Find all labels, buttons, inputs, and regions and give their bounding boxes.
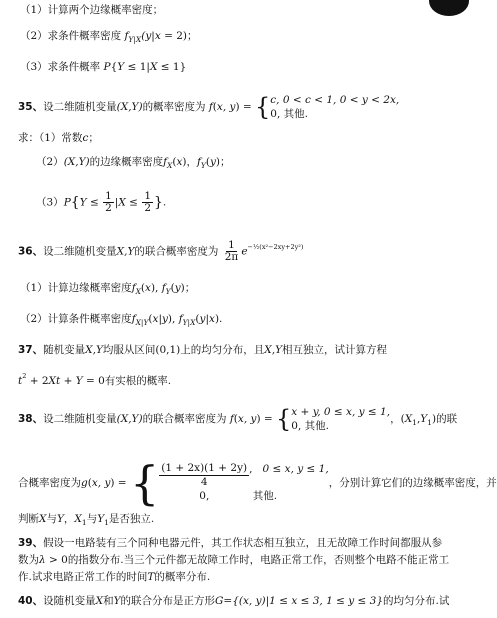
q35-part3: （3）P{Y ≤ $\frac{1}{2}$ |X ≤ $\frac{1}{2}$ }. (36, 190, 167, 214)
page-corner-mark (429, 0, 469, 16)
q35-part2: （2）(X,Y)的边缘概率密度$f_X(x)$，$f_Y(y)$； (36, 156, 231, 170)
q39-line3: 作.试求电路正常工作的时间T的概率分布. (18, 571, 211, 583)
q38-second-density: 合概率密度为g(x, y) = { $\frac{(1 + 2x)(1 + 2y)}{4}$ , 0 ≤ x, y ≤ 1, 0, 其他. ，分别计算它们的边缘概率密度，并 (18, 456, 497, 510)
q37-equation: $t^2 + 2Xt + Y = 0$有实根的概率. (18, 372, 172, 387)
q38b-cases: $\frac{(1 + 2x)(1 + 2y)}{4}$ , 0 ≤ x, y ≤ 1, 0, 其他. (161, 462, 329, 502)
q35-ask: 求：（1）常数c； (18, 132, 99, 144)
q38-independence: 判断X与Y，$X_1$与$Y_1$是否独立. (18, 513, 155, 527)
q36-part1: （1）计算边缘概率密度$f_X(x)$, $f_Y(y)$； (20, 282, 196, 296)
q38-cases: x + y, 0 ≤ x, y ≤ 1, 0, 其他. (291, 406, 391, 432)
q39-line2: 数为λ > 0的指数分布.当三个元件都无故障工作时，电路正常工作，否则整个电路不能正常工 (18, 554, 450, 566)
q36-part2: （2）计算条件概率密度$f_{X|Y}(x|y)$, $f_{Y|X}(y|x)$. (20, 313, 223, 327)
q37-statement: 37、随机变量X,Y均服从区间(0,1)上的均匀分布，且X,Y相互独立，试计算方程 (18, 344, 388, 356)
q38-statement: 38、设二维随机变量(X,Y)的联合概率密度为 f(x, y) = { x + y, 0 ≤ x, y ≤ 1, 0, 其他. ，$(X_1,Y_1)$的联 (18, 405, 458, 433)
q39-line1: 39、假设一电路装有三个同种电器元件，其工作状态相互独立，且无故障工作时间都服从参 (18, 537, 443, 549)
q40-statement: 40、设随机变量X和Y的联合分布是正方形G={(x, y)|1 ≤ x ≤ 3, 1 ≤ y ≤ 3}的均匀分布.试 (18, 595, 450, 607)
q35-cases: c, 0 < c < 1, 0 < y < 2x, 0, 其他. (270, 94, 400, 120)
q34-part3: （3）求条件概率 P{Y ≤ 1|X ≤ 1} (20, 61, 187, 73)
q34-part2: （2）求条件概率密度 $f_{Y|X}(y|x = 2)$； (20, 30, 198, 44)
q34-part1: （1）计算两个边缘概率密度； (20, 4, 164, 16)
q36-statement: 36、设二维随机变量X,Y的联合概率密度为 $\frac{1}{2\pi}$ $e^{-\frac{1}{2}(x^2-2xy+2y^2)}$ (18, 239, 304, 263)
q35-statement: 35、设二维随机变量(X,Y)的概率密度为 f(x, y) = { c, 0 < c < 1, 0 < y < 2x, 0, 其他. (18, 93, 400, 121)
